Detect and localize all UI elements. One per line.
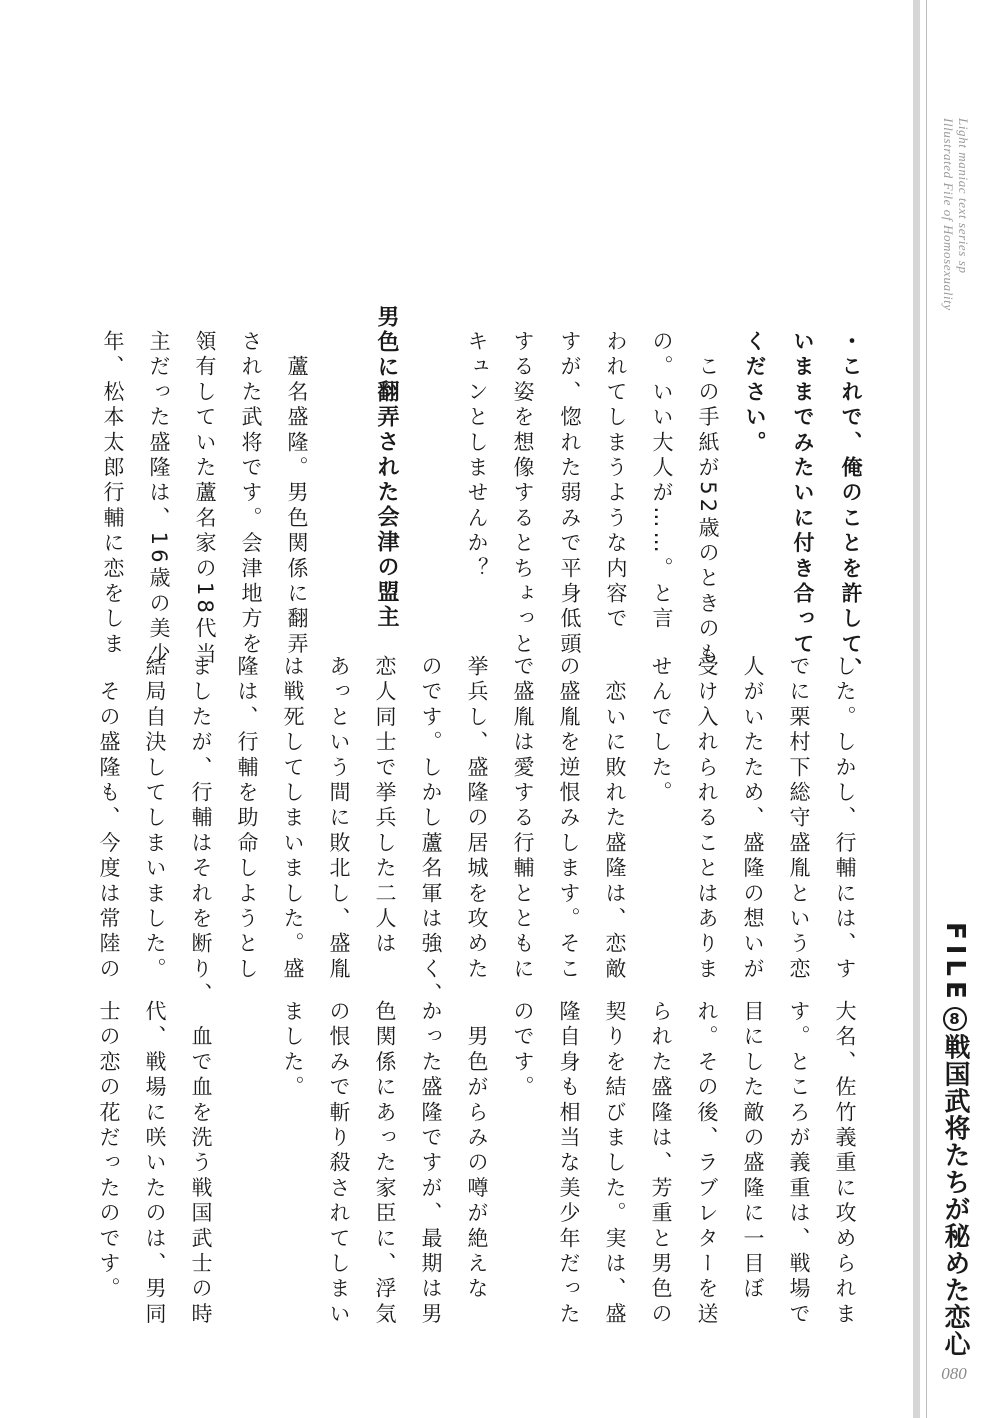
file-title	[942, 922, 968, 1358]
body-line: す。ところが義重は、戦場で	[787, 1000, 811, 1328]
body-line: られた盛隆は、芳重と男色の	[649, 1000, 673, 1328]
series-line-2: Illustrated File of Homosexuality	[941, 118, 956, 311]
body-line: のです。	[511, 1000, 535, 1101]
body-line: 受け入れられることはありま	[695, 655, 719, 983]
quote-line: ・これで、俺のことを許して、	[839, 330, 863, 683]
page-number: 080	[941, 1364, 967, 1383]
file-number-badge: 8	[943, 1007, 967, 1031]
body-line: は戦死してしまいました。盛	[281, 655, 305, 983]
body-line: 代、戦場に咲いたのは、男同	[143, 1000, 167, 1328]
body-line: された武将です。会津地方を	[239, 330, 263, 658]
body-line: 人がいたため、盛隆の想いが	[741, 655, 765, 983]
body-line: ましたが、行輔はそれを断り、	[189, 655, 213, 1008]
body-line: 年、松本太郎行輔に恋をしま	[101, 330, 125, 658]
body-line: で盛胤は愛する行輔とともに	[511, 655, 535, 983]
body-line: この手紙が52歳のときのも	[696, 330, 720, 668]
body-line: その盛隆も、今度は常陸の	[97, 655, 121, 983]
quote-line: いままでみたいに付き合って	[791, 330, 815, 658]
body-line: れ。その後、ラブレターを送	[695, 1000, 719, 1328]
body-line: 蘆名盛隆。男色関係に翻弄	[285, 330, 309, 658]
body-line: の盛胤を逆恨みします。そこ	[557, 655, 581, 983]
file-label: FILE	[940, 922, 970, 1004]
body-line: 血で血を洗う戦国武士の時	[189, 1000, 213, 1328]
section-heading: 男色に翻弄された会津の盟主	[374, 305, 399, 630]
body-line: 恋いに敗れた盛隆は、恋敵	[603, 655, 627, 983]
body-line: われてしまうような内容で	[604, 330, 628, 633]
body-line: あっという間に敗北し、盛胤	[327, 655, 351, 983]
quote-line: ください。	[743, 330, 767, 456]
series-line-1: Light maniac text series sp	[956, 118, 971, 274]
file-title-text: 戦国武将たちが秘めた恋心	[940, 1033, 970, 1358]
body-line: 大名、佐竹義重に攻められま	[833, 1000, 857, 1328]
body-line: 挙兵し、盛隆の居城を攻めた	[465, 655, 489, 983]
body-line: 主だった盛隆は、16歳の美少	[147, 330, 171, 668]
body-line: ました。	[281, 1000, 305, 1101]
body-line: 隆は、行輔を助命しようとし	[235, 655, 259, 983]
body-line: キュンとしませんか？	[465, 330, 489, 582]
body-line: 領有していた蘆名家の18代当	[193, 330, 217, 668]
body-line: する姿を想像するとちょっと	[511, 330, 535, 658]
body-line: 隆自身も相当な美少年だった	[557, 1000, 581, 1328]
body-line: すが、惚れた弱みで平身低頭	[558, 330, 582, 658]
margin-rule-thick	[913, 0, 920, 1418]
body-line: 結局自決してしまいました。	[143, 655, 167, 983]
body-line: 色関係にあった家臣に、浮気	[373, 1000, 397, 1328]
body-line: のです。しかし蘆名軍は強く、	[419, 655, 443, 1008]
body-line: せんでした。	[649, 655, 673, 807]
body-line: 士の恋の花だったのです。	[97, 1000, 121, 1303]
body-line: 目にした敵の盛隆に一目ぼ	[741, 1000, 765, 1303]
body-line: 契りを結びました。実は、盛	[603, 1000, 627, 1328]
series-caption	[941, 118, 971, 311]
body-line: の。いい大人が……。と言	[650, 330, 674, 633]
body-line: 恋人同士で挙兵した二人は	[373, 655, 397, 958]
body-line: でに栗村下総守盛胤という恋	[787, 655, 811, 983]
body-line: した。しかし、行輔には、す	[833, 655, 857, 983]
body-line: の恨みで斬り殺されてしまい	[327, 1000, 351, 1328]
margin-rule-thin	[926, 0, 927, 1418]
body-line: 男色がらみの噂が絶えな	[465, 1000, 489, 1303]
body-line: かった盛隆ですが、最期は男	[419, 1000, 443, 1328]
